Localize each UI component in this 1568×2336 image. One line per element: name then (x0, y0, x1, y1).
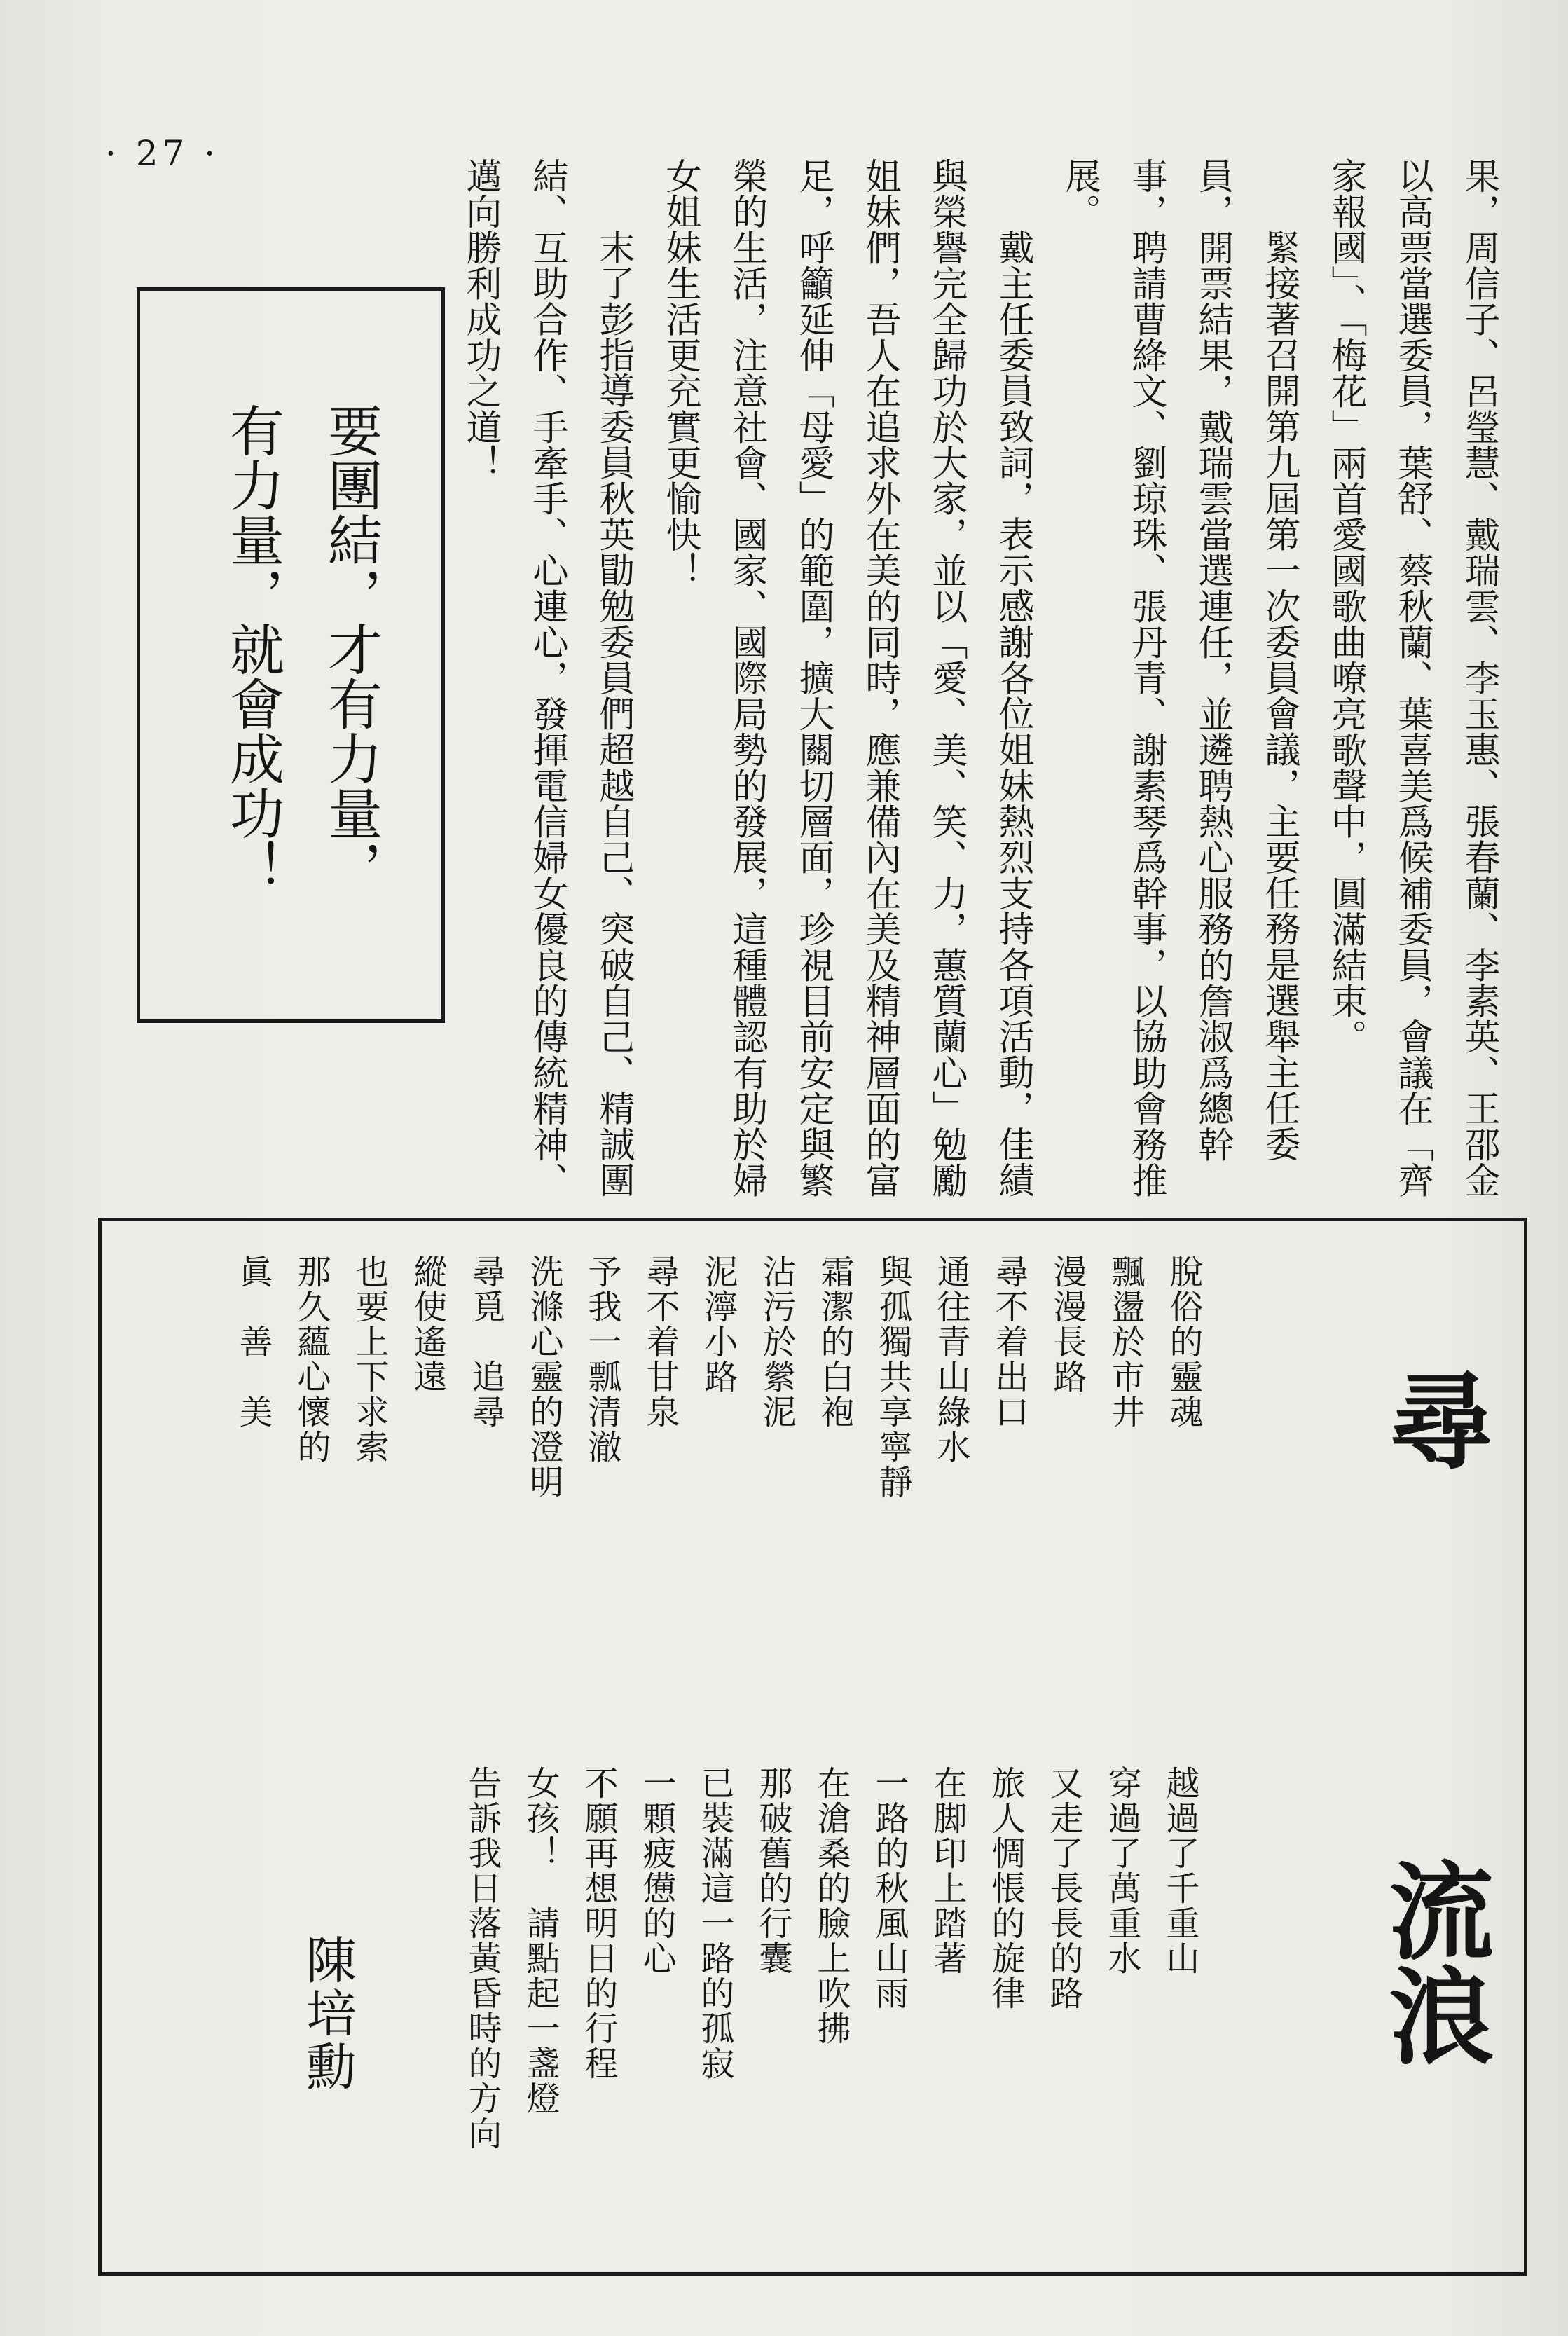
article-body (426, 158, 1512, 1202)
poem-line: 越過了千重山 (1160, 1766, 1199, 1976)
poem-line: 飄盪於市井 (1106, 1254, 1145, 1429)
poem-line: 在脚印上踏著 (928, 1766, 967, 1976)
poem-line: 女孩！ 請點起一盞燈 (521, 1766, 560, 2116)
slogan-box (137, 287, 445, 1023)
poem-line: 與孤獨共享寧靜 (873, 1254, 912, 1499)
article-paragraph: 緊接著召開第九屆第一次委員會議，主要任務是選舉主任委員，開票結果，戴瑞雲當選連任，並遴聘熱心服務的詹淑爲總幹事，聘請曹絳文、劉琼珠、張丹青、謝素琴爲幹事，以協助會務推展。 (1059, 158, 1300, 1198)
poem-line: 旅人惆悵的旋律 (986, 1766, 1025, 2011)
poem-line: 泥濘小路 (699, 1254, 738, 1394)
poem-line: 告訴我日落黃昏時的方向 (462, 1766, 502, 2151)
poem-line: 已裝滿這一路的孤寂 (695, 1766, 734, 2081)
poem-line: 沾污於縈泥 (757, 1254, 796, 1429)
article-paragraph: 末了彭指導委員秋英勖勉委員們超越自己、突破自己、精誠團結、互助合作、手牽手、心連心，發揮電信婦女優良的傳統精神、邁向勝利成功之道！ (460, 158, 634, 1198)
slogan (203, 403, 399, 977)
poem-line: 漫漫長路 (1047, 1254, 1087, 1394)
poem-line: 眞 善 美 (233, 1254, 273, 1429)
poem-line: 尋覓 追尋 (466, 1254, 505, 1429)
poem-title-1: 尋 (1370, 1366, 1492, 1471)
poem-line: 一路的秋風山雨 (869, 1766, 909, 2011)
poem-line: 也要上下求索 (350, 1254, 389, 1464)
poem-line: 霜潔的白袍 (815, 1254, 854, 1429)
slogan-line-2: 有力量，就會成功！ (221, 403, 284, 895)
poem-line: 不願再想明日的行程 (579, 1766, 618, 2081)
poem-line: 那破舊的行囊 (753, 1766, 792, 1976)
poem-line: 通往青山綠水 (931, 1254, 970, 1464)
poem-line: 尋不着出口 (989, 1254, 1029, 1429)
poem-author: 陳培勳 (298, 1934, 357, 2094)
article-paragraph: 戴主任委員致詞，表示感謝各位姐妹熱烈支持各項活動，佳績與榮譽完全歸功於大家，並以「愛、美、笑、力，蕙質蘭心」勉勵姐妹們，吾人在追求外在美的同時，應兼備內在美及精神層面的富足，呼籲延伸「母愛」的範圍，擴大關切層面，珍視目前安定與繁榮的生活，注意社會、國家、國際局勢的發展，這種體認有助於婦女姐妹生活更充實更愉快！ (659, 158, 1033, 1198)
poem-line: 脫俗的靈魂 (1164, 1254, 1203, 1429)
poem-line: 一顆疲憊的心 (637, 1766, 676, 1976)
poem-line: 尋不着甘泉 (640, 1254, 680, 1429)
poem-line: 洗滌心靈的澄明 (524, 1254, 563, 1499)
poem-line: 予我一瓢清澈 (582, 1254, 621, 1464)
poem-line: 縱使遙遠 (408, 1254, 447, 1394)
poem-line: 那久蘊心懷的 (291, 1254, 331, 1464)
article-paragraph: 果，周信子、呂瑩慧、戴瑞雲、李玉惠、張春蘭、李素英、王邵金以高票當選委員，葉舒、蔡秋蘭、葉喜美爲候補委員，會議在「齊家報國」、「梅花」兩首愛國歌曲嘹亮歌聲中，圓滿結束。 (1325, 158, 1499, 1198)
poem-line: 穿過了萬重水 (1102, 1766, 1141, 1976)
poem-line: 在滄桑的臉上吹拂 (811, 1766, 851, 2046)
poem-title-2: 流浪 (1370, 1857, 1492, 2067)
slogan-line-1: 要團結，才有力量， (319, 403, 382, 895)
poem-line: 又走了長長的路 (1044, 1766, 1083, 2011)
page-number: · 27 · (105, 133, 220, 174)
